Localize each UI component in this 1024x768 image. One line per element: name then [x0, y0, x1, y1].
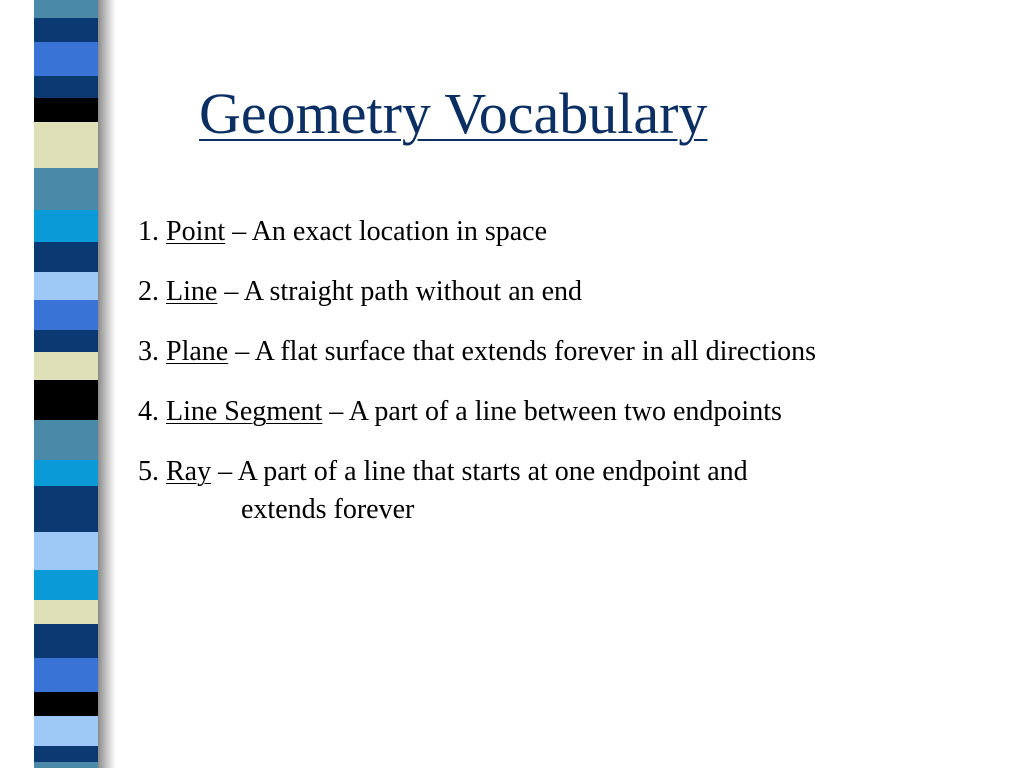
stripe-band: [34, 486, 98, 533]
stripe-band: [34, 272, 98, 301]
slide-title: Geometry Vocabulary: [199, 81, 708, 146]
stripe-band: [34, 746, 98, 763]
stripe-band: [34, 600, 98, 625]
stripe-band: [34, 692, 98, 717]
stripe-band: [34, 420, 98, 461]
vocab-term: Point: [166, 216, 226, 247]
stripe-band: [34, 570, 98, 601]
stripe-band: [34, 532, 98, 571]
vocab-definition: – An exact location in space: [225, 216, 548, 247]
vocab-item-point: [138, 214, 998, 250]
vocab-item-ray: [138, 454, 998, 530]
stripe-band: [34, 624, 98, 659]
stripe-band: [34, 380, 98, 421]
stripe-pattern: [0, 0, 100, 768]
item-number: 5.: [138, 456, 159, 487]
stripe-band: [34, 168, 98, 211]
vocab-term: Line Segment: [166, 396, 323, 427]
item-number: 1.: [138, 216, 159, 247]
item-number: 4.: [138, 396, 159, 427]
stripe-band: [34, 300, 98, 331]
stripe-band: [34, 76, 98, 99]
vocab-item-plane: [138, 334, 998, 370]
vocab-term: Line: [166, 276, 218, 307]
vocab-definition: – A part of a line between two endpoints: [322, 396, 782, 427]
stripe-band: [34, 352, 98, 381]
stripe-band: [34, 98, 98, 123]
stripe-band: [34, 330, 98, 353]
stripe-band: [34, 210, 98, 243]
vocab-item-line-segment: [138, 394, 998, 430]
stripe-band: [34, 658, 98, 693]
stripe-band: [34, 0, 98, 19]
stripe-band: [34, 42, 98, 77]
vocabulary-list: [138, 214, 998, 554]
vocab-term: Ray: [166, 456, 212, 487]
stripe-shadow: [98, 0, 116, 768]
stripe-band: [34, 122, 98, 169]
vocab-definition: – A straight path without an end: [217, 276, 583, 307]
vocab-term: Plane: [166, 336, 229, 367]
stripe-band: [34, 460, 98, 487]
vocab-definition: – A flat surface that extends forever in all directions: [228, 336, 817, 367]
stripe-band: [34, 242, 98, 273]
decorative-stripe-border: [0, 0, 100, 768]
vocab-item-line: [138, 274, 998, 310]
stripe-band: [34, 18, 98, 43]
vocab-definition: – A part of a line that starts at one endpoint and: [211, 456, 748, 487]
item-number: 2.: [138, 276, 159, 307]
vocab-definition-continuation: extends forever: [241, 494, 415, 525]
stripe-band: [34, 716, 98, 747]
item-number: 3.: [138, 336, 159, 367]
stripe-band: [34, 762, 98, 768]
